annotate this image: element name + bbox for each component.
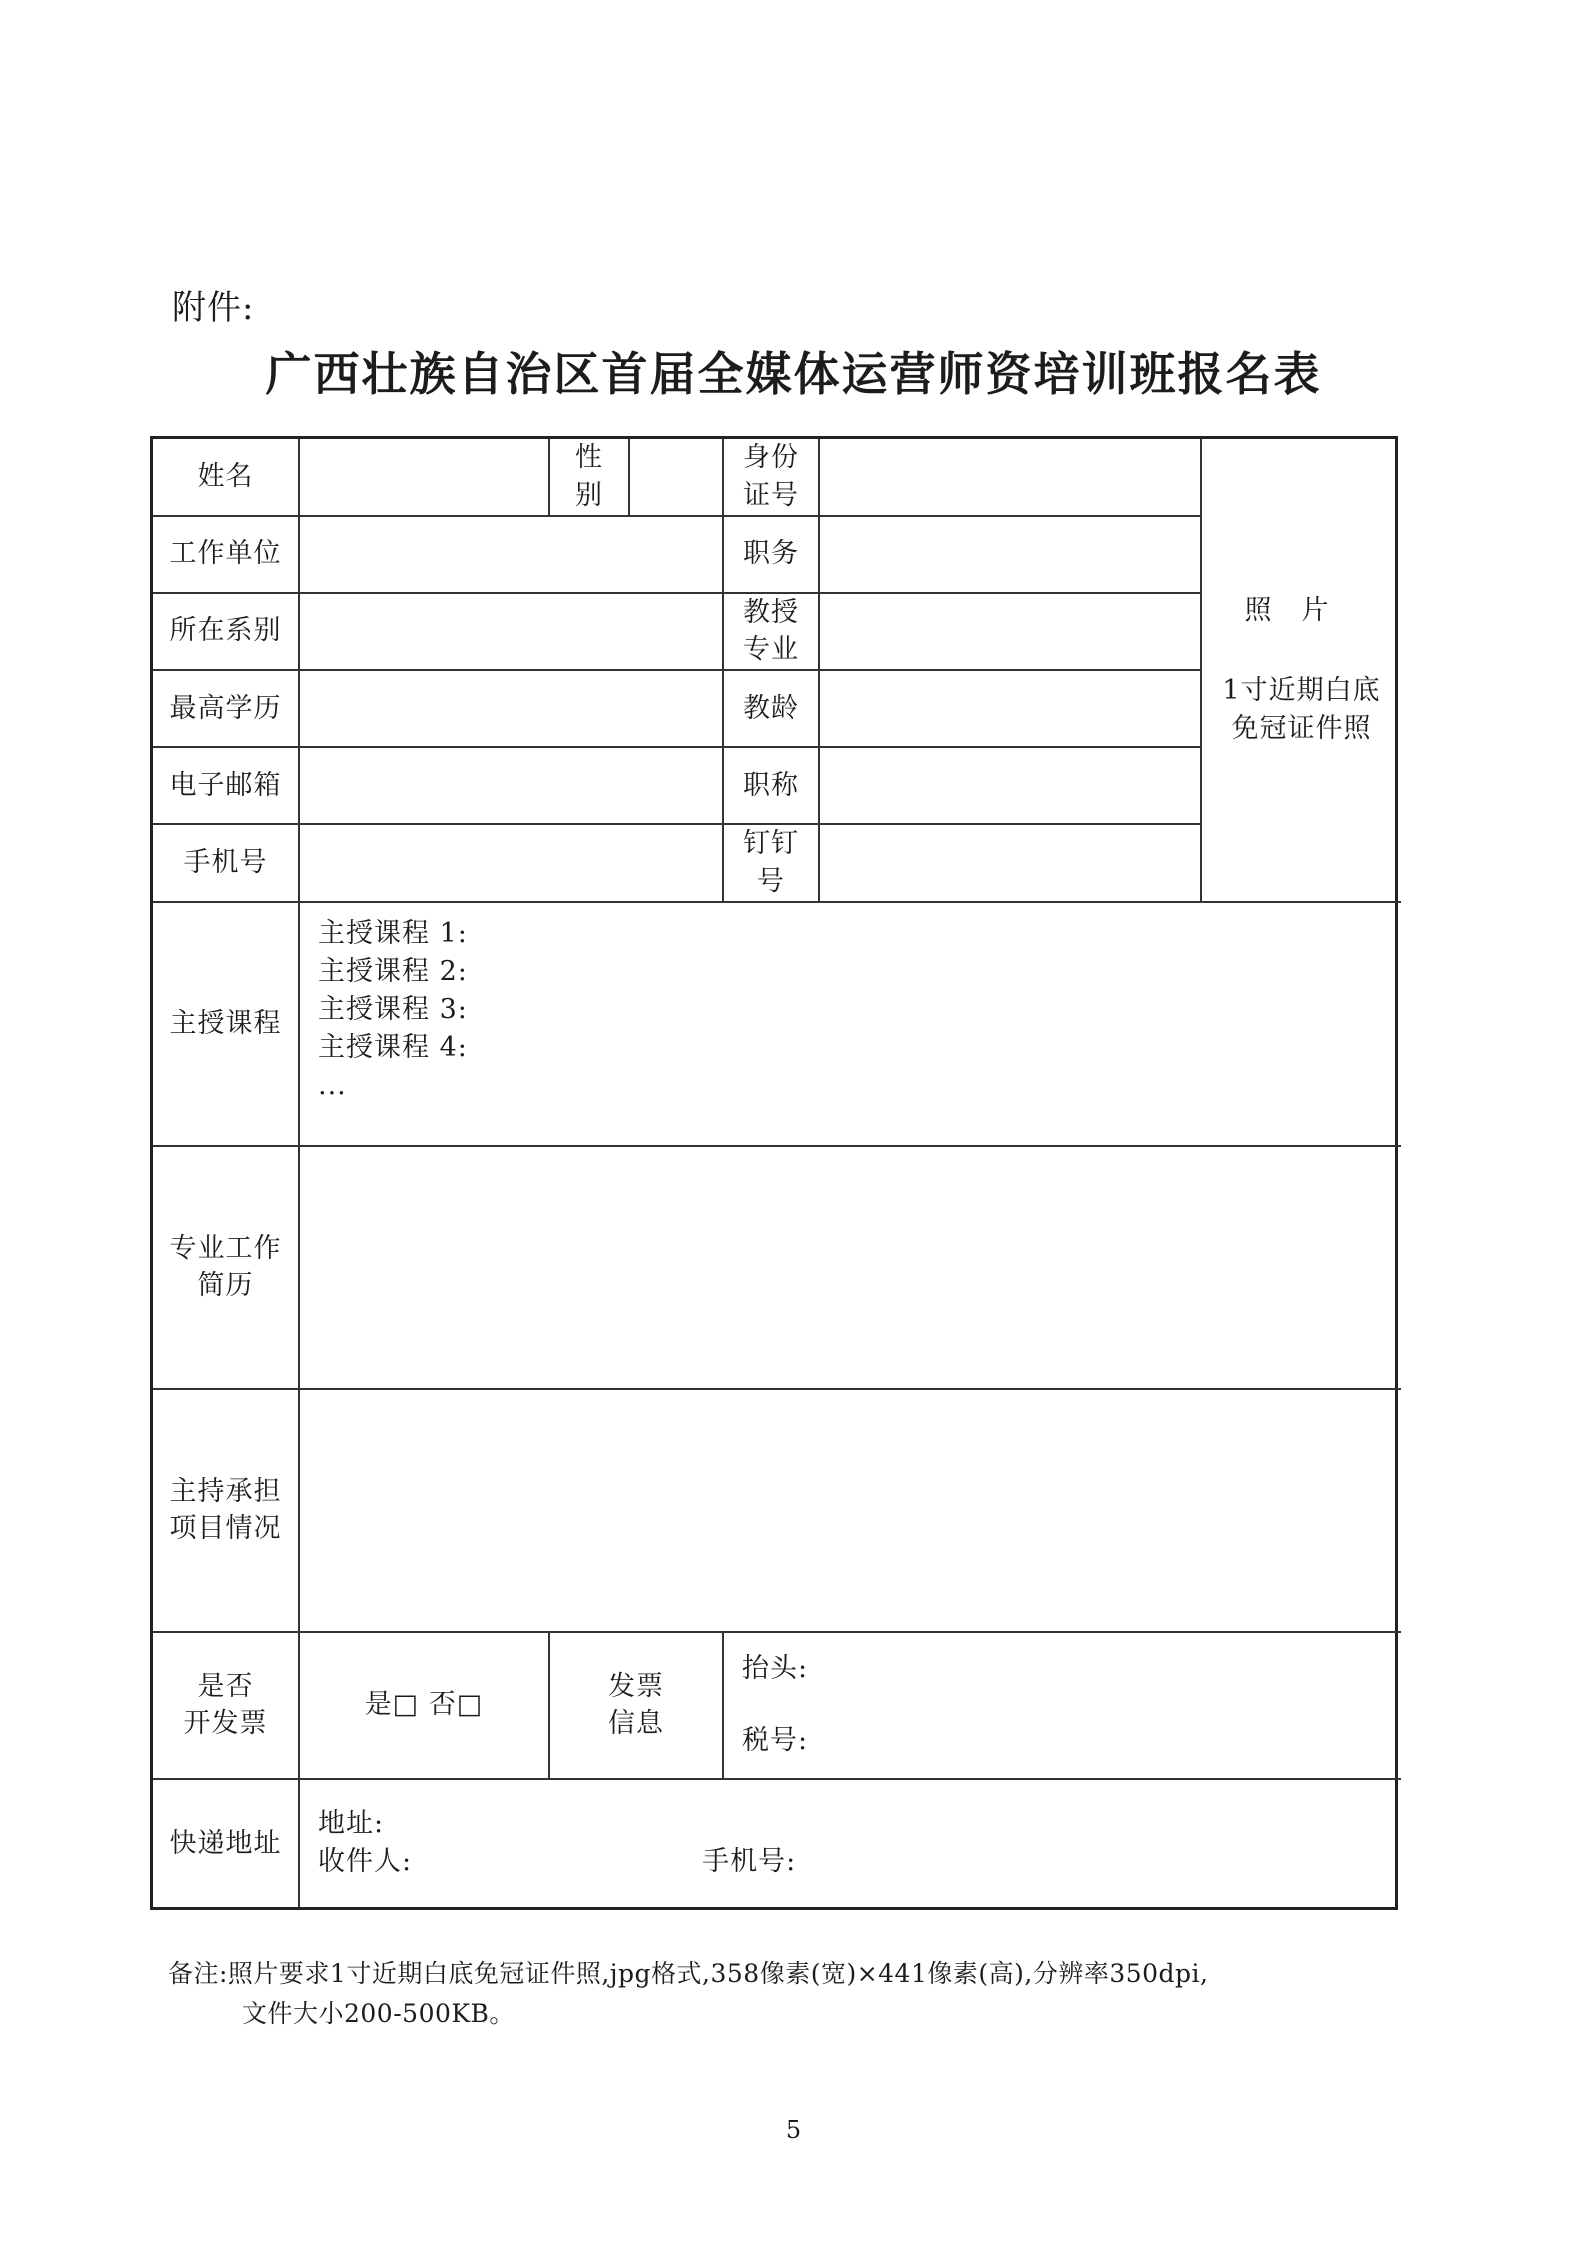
remarks	[168, 1954, 1418, 2034]
id-number-field[interactable]	[819, 439, 1201, 516]
photo-requirement-2: 免冠证件照	[1231, 712, 1372, 744]
courses-label: 主授课程	[153, 902, 299, 1146]
department-field[interactable]	[299, 593, 723, 671]
row-projects	[153, 1389, 1401, 1632]
invoice-options[interactable]: 是□ 否□	[299, 1632, 549, 1779]
title-label: 职称	[723, 747, 819, 824]
invoice-tax-line: 税号:	[742, 1725, 809, 1757]
course-line-4: 主授课程 4:	[318, 1031, 468, 1063]
attachment-label: 附件:	[172, 288, 255, 328]
work-unit-field[interactable]	[299, 516, 723, 593]
course-line-more: ...	[318, 1069, 347, 1101]
registration-form	[150, 436, 1398, 1910]
teaching-years-label: 教龄	[723, 670, 819, 747]
course-line-1: 主授课程 1:	[318, 917, 468, 949]
row-resume	[153, 1146, 1401, 1389]
major-field[interactable]	[819, 593, 1201, 671]
resume-field[interactable]	[299, 1146, 1401, 1389]
course-line-2: 主授课程 2:	[318, 955, 468, 987]
name-label: 姓名	[153, 439, 299, 516]
education-label: 最高学历	[153, 670, 299, 747]
mobile-field[interactable]	[299, 824, 723, 902]
express-field[interactable]	[299, 1779, 1401, 1907]
express-phone-line: 手机号:	[702, 1846, 797, 1878]
title-field[interactable]	[819, 747, 1201, 824]
teaching-years-field[interactable]	[819, 670, 1201, 747]
id-number-label: 身份 证号	[723, 439, 819, 516]
projects-label: 主持承担 项目情况	[153, 1389, 299, 1632]
express-address-line: 地址:	[318, 1808, 385, 1840]
remarks-line-2: 文件大小200-500KB。	[242, 1999, 515, 2028]
form-table	[153, 439, 1401, 1907]
photo-box[interactable]	[1201, 439, 1401, 902]
row-express	[153, 1779, 1401, 1907]
invoice-header-line: 抬头:	[742, 1653, 809, 1685]
express-recipient-line: 收件人:	[318, 1846, 413, 1878]
name-field[interactable]	[299, 439, 549, 516]
course-line-3: 主授课程 3:	[318, 993, 468, 1025]
dingtalk-label: 钉钉 号	[723, 824, 819, 902]
gender-field[interactable]	[629, 439, 723, 516]
express-recipient-row	[318, 1843, 1401, 1881]
position-label: 职务	[723, 516, 819, 593]
education-field[interactable]	[299, 670, 723, 747]
mobile-label: 手机号	[153, 824, 299, 902]
projects-field[interactable]	[299, 1389, 1401, 1632]
position-field[interactable]	[819, 516, 1201, 593]
invoice-info-label: 发票 信息	[549, 1632, 723, 1779]
resume-label: 专业工作 简历	[153, 1146, 299, 1389]
row-invoice	[153, 1632, 1401, 1779]
major-label: 教授 专业	[723, 593, 819, 671]
row-name	[153, 439, 1401, 516]
courses-field[interactable]	[299, 902, 1401, 1146]
remarks-line-1: 备注:照片要求1寸近期白底免冠证件照,jpg格式,358像素(宽)×441像素(高),分辨率350dpi,	[168, 1959, 1209, 1988]
invoice-question-label: 是否 开发票	[153, 1632, 299, 1779]
express-label: 快递地址	[153, 1779, 299, 1907]
photo-title: 照片	[1244, 594, 1359, 626]
email-field[interactable]	[299, 747, 723, 824]
form-title: 广西壮族自治区首届全媒体运营师资培训班报名表	[265, 347, 1322, 401]
work-unit-label: 工作单位	[153, 516, 299, 593]
department-label: 所在系别	[153, 593, 299, 671]
dingtalk-field[interactable]	[819, 824, 1201, 902]
gender-label: 性 别	[549, 439, 629, 516]
photo-requirement-1: 1寸近期白底	[1222, 674, 1381, 706]
invoice-info-field[interactable]	[723, 1632, 1401, 1779]
row-courses	[153, 902, 1401, 1146]
page-number: 5	[785, 2116, 802, 2144]
email-label: 电子邮箱	[153, 747, 299, 824]
